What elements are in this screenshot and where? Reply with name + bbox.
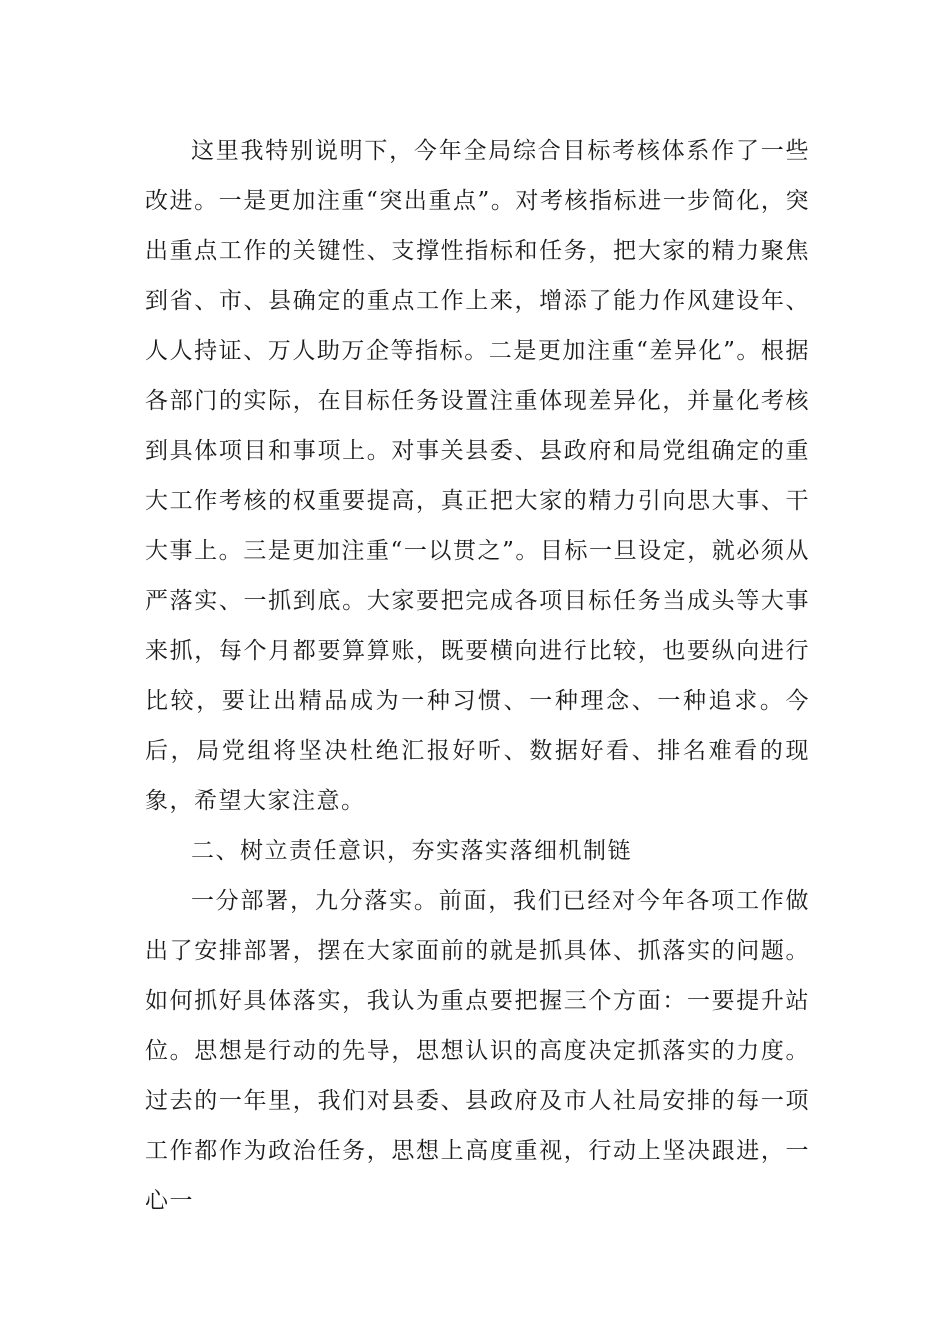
body-paragraph-2: 一分部署，九分落实。前面，我们已经对今年各项工作做出了安排部署，摆在大家面前的就是抓具体、抓落实的问题。如何抓好具体落实，我认为重点要把握三个方面：一要提升站位。思想是行动的先导，思想认识的高度决定抓落实的力度。过去的一年里，我们对县委、县政府及市人社局安排的每一项工作都作为政治任务，思想上高度重视，行动上坚决跟进，一心一 <box>145 888 810 1214</box>
section-heading: 二、树立责任意识，夯实落实落细机制链 <box>191 838 632 864</box>
document-page <box>145 126 810 1226</box>
body-paragraph-1: 这里我特别说明下，今年全局综合目标考核体系作了一些改进。一是更加注重“突出重点”。对考核指标进一步简化，突出重点工作的关键性、支撑性指标和任务，把大家的精力聚焦到省、市、县确定的重点工作上来，增添了能力作风建设年、人人持证、万人助万企等指标。二是更加注重“差异化”。根据各部门的实际，在目标任务设置注重体现差异化，并量化考核到具体项目和事项上。对事关县委、县政府和局党组确定的重大工作考核的权重要提高，真正把大家的精力引向思大事、干大事上。三是更加注重“一以贯之”。目标一旦设定，就必须从严落实、一抓到底。大家要把完成各项目标任务当成头等大事来抓，每个月都要算算账，既要横向进行比较，也要纵向进行比较，要让出精品成为一种习惯、一种理念、一种追求。今后，局党组将坚决杜绝汇报好听、数据好看、排名难看的现象，希望大家注意。 <box>145 138 810 814</box>
